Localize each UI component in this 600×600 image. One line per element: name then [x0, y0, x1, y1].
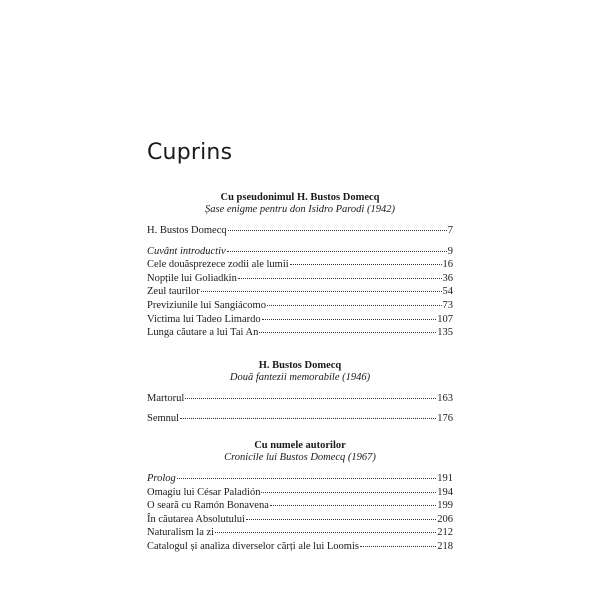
entry-page-number: 191	[437, 472, 453, 484]
toc-entry[interactable]	[147, 486, 453, 500]
entry-page-number: 212	[437, 527, 453, 539]
toc-entry[interactable]	[147, 299, 453, 313]
toc-entry[interactable]	[147, 540, 453, 554]
entry-title: Nopțile lui Goliadkin	[147, 272, 237, 284]
entry-title: H. Bustos Domecq	[147, 225, 227, 236]
entry-title: În căutarea Absolutului	[147, 513, 245, 525]
toc-entry[interactable]	[147, 472, 453, 486]
toc-entry[interactable]	[147, 326, 453, 340]
entry-page-number: 54	[442, 286, 453, 298]
leader-dots	[201, 290, 442, 292]
toc-entry[interactable]	[147, 313, 453, 327]
entry-title: Lunga căutare a lui Tai An	[147, 327, 259, 339]
section-author: Cu pseudonimul H. Bustos Domecq	[220, 192, 380, 203]
entry-page-number: 218	[437, 540, 453, 552]
toc-entry[interactable]	[147, 285, 453, 299]
section-entries	[147, 472, 453, 554]
entry-spacer	[147, 405, 453, 412]
entry-page-number: 107	[437, 313, 453, 325]
toc-entry[interactable]	[147, 245, 453, 259]
entry-page-number: 9	[447, 245, 453, 257]
leader-dots	[227, 250, 447, 252]
section-heading	[147, 360, 453, 384]
section-heading	[147, 192, 453, 216]
leader-dots	[238, 277, 442, 279]
entry-title: Victima lui Tadeo Limardo	[147, 313, 261, 325]
entry-page-number: 199	[437, 500, 453, 512]
entry-page-number: 163	[437, 392, 453, 404]
leader-dots	[185, 397, 436, 399]
toc-entry[interactable]	[147, 258, 453, 272]
toc-section-2	[147, 360, 453, 426]
section-book-title: Cronicile lui Bustos Domecq (1967)	[224, 451, 376, 463]
entry-page-number: 16	[442, 259, 453, 271]
entry-page-number: 7	[447, 225, 453, 236]
toc-entry[interactable]	[147, 526, 453, 540]
entry-page-number: 206	[437, 513, 453, 525]
section-heading	[147, 440, 453, 464]
entry-title: O seară cu Ramón Bonavena	[147, 500, 269, 512]
toc-entry[interactable]	[147, 392, 453, 406]
leader-dots	[215, 531, 436, 533]
leader-dots	[177, 477, 436, 479]
entry-title: Previziunile lui Sangiácomo	[147, 299, 266, 311]
entry-page-number: 194	[437, 486, 453, 498]
leader-dots	[228, 229, 447, 231]
leader-dots	[261, 491, 436, 493]
toc-content	[147, 192, 453, 554]
entry-title: Cuvânt introductiv	[147, 245, 226, 257]
entry-title: Cele douăsprezece zodii ale lumii	[147, 259, 289, 271]
section-book-title: Șase enigme pentru don Isidro Parodi (1942)	[205, 204, 395, 215]
entry-page-number: 73	[442, 299, 453, 311]
section-entries	[147, 224, 453, 340]
leader-dots	[267, 304, 442, 306]
toc-entry[interactable]	[147, 499, 453, 513]
leader-dots	[290, 263, 442, 265]
page-title: Cuprins	[147, 140, 233, 165]
toc-entry[interactable]	[147, 272, 453, 286]
toc-entry[interactable]	[147, 224, 453, 238]
entry-title: Martorul	[147, 392, 185, 404]
leader-dots	[259, 331, 436, 333]
leader-dots	[246, 518, 436, 520]
leader-dots	[360, 545, 436, 547]
entry-title: Naturalism la zi	[147, 527, 215, 539]
entry-title: Zeul taurilor	[147, 286, 200, 298]
entry-page-number: 36	[442, 272, 453, 284]
entry-page-number: 176	[437, 413, 453, 425]
toc-section-3	[147, 440, 453, 554]
entry-title: Omagiu lui César Paladión	[147, 486, 261, 498]
toc-section-1	[147, 192, 453, 340]
entry-title: Prolog	[147, 472, 176, 484]
leader-dots	[262, 318, 437, 320]
entry-title: Catalogul și analiza diverselor cărți ale lui Loomis	[147, 540, 359, 552]
entry-title: Semnul	[147, 413, 180, 425]
section-author: Cu numele autorilor	[254, 439, 346, 451]
section-entries	[147, 392, 453, 426]
leader-dots	[270, 504, 436, 506]
toc-entry[interactable]	[147, 412, 453, 426]
section-author: H. Bustos Domecq	[258, 359, 342, 371]
leader-dots	[180, 417, 436, 419]
entry-page-number: 135	[437, 327, 453, 339]
toc-entry[interactable]	[147, 513, 453, 527]
section-book-title: Două fantezii memorabile (1946)	[229, 371, 371, 383]
entry-spacer	[147, 238, 453, 245]
